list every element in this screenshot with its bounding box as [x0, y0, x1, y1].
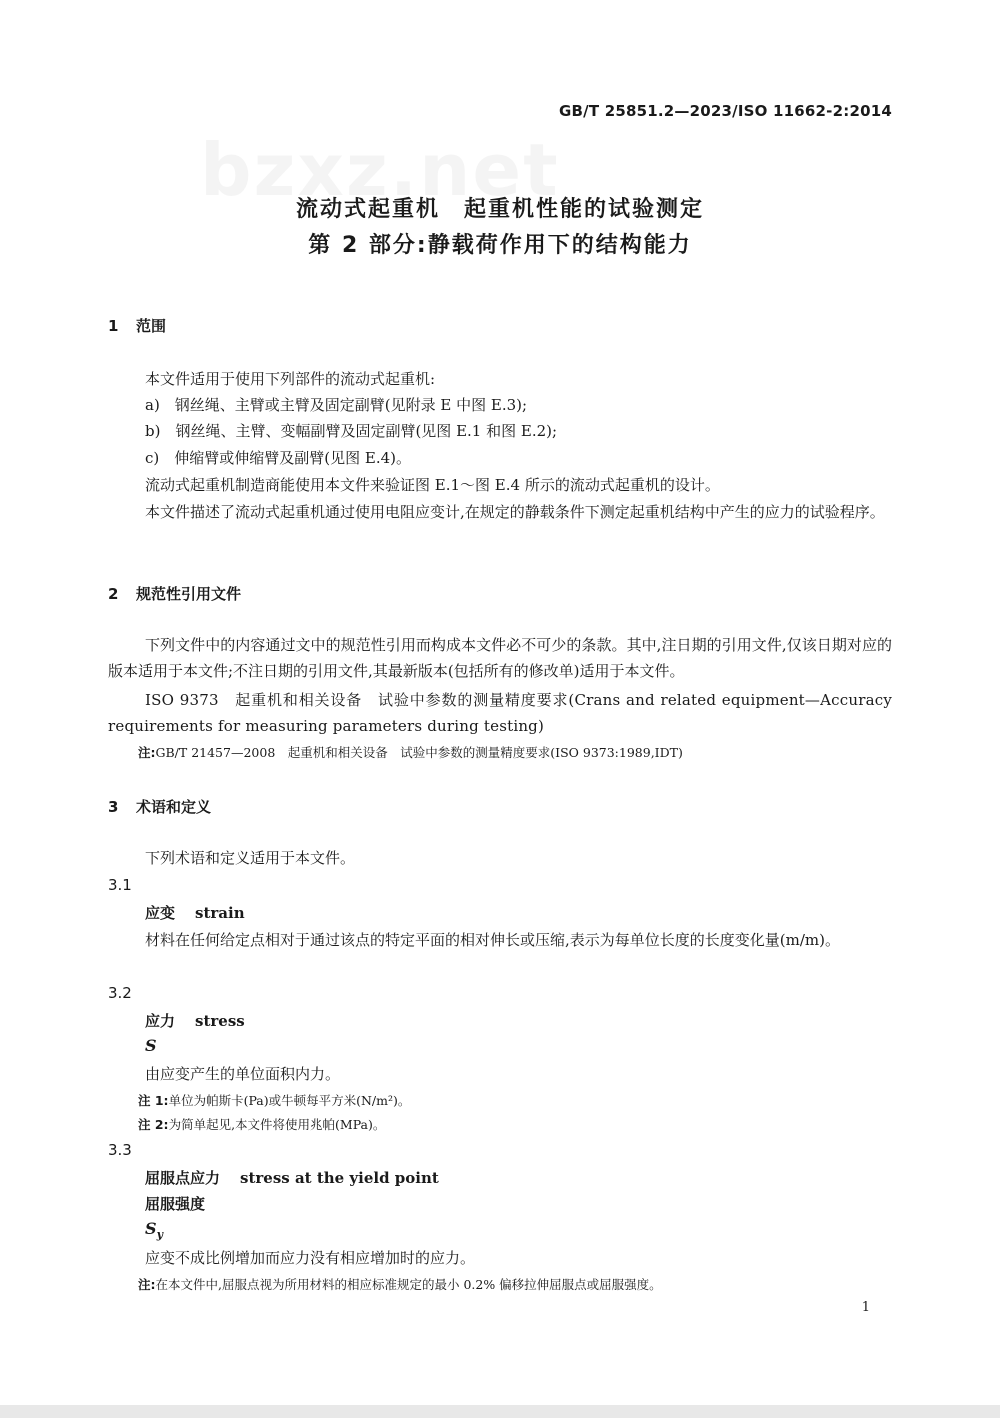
section-3-intro: 下列术语和定义适用于本文件。	[145, 849, 356, 867]
note-label: 注:	[138, 1277, 156, 1292]
section-3-heading	[108, 796, 211, 817]
term-yield-stress	[145, 1167, 439, 1188]
section-number: 2	[108, 585, 119, 603]
note-label: 注 1:	[138, 1093, 169, 1108]
term-number: 3.3	[108, 1141, 132, 1159]
symbol-subscript: y	[156, 1228, 163, 1242]
note-text: GB/T 21457—2008 起重机和相关设备 试验中参数的测量精度要求(ISO 9373:1989,IDT)	[155, 745, 683, 760]
term-zh: 屈服点应力	[145, 1169, 221, 1187]
term-en: stress	[195, 1012, 245, 1030]
section-title: 规范性引用文件	[136, 585, 242, 603]
section-number: 3	[108, 798, 119, 816]
page-bottom-edge	[0, 1405, 1000, 1418]
section-2-note	[138, 743, 683, 761]
page-number: 1	[861, 1300, 870, 1315]
section-title: 范围	[136, 317, 167, 335]
section-1-paragraph-2: 本文件描述了流动式起重机通过使用电阻应变计,在规定的静载条件下测定起重机结构中产生的应力的试验程序。	[145, 503, 885, 521]
term-definition: 材料在任何给定点相对于通过该点的特定平面的相对伸长或压缩,表示为每单位长度的长度变化量(m/m)。	[145, 931, 840, 949]
standard-code: GB/T 25851.2—2023/ISO 11662-2:2014	[559, 102, 892, 120]
term-strain	[145, 902, 245, 923]
term-note	[138, 1275, 662, 1293]
document-title-line2: 第 2 部分:静载荷作用下的结构能力	[308, 233, 692, 258]
section-1-intro: 本文件适用于使用下列部件的流动式起重机:	[145, 370, 436, 388]
list-item-a: a) 钢丝绳、主臂或主臂及固定副臂(见附录 E 中图 E.3);	[145, 396, 528, 414]
term-note-2	[138, 1115, 385, 1133]
note-text: 在本文件中,屈服点视为所用材料的相应标准规定的最小 0.2% 偏移拉伸屈服点或屈服强度。	[155, 1277, 662, 1292]
term-definition: 由应变产生的单位面积内力。	[145, 1065, 341, 1083]
list-item-c: c) 伸缩臂或伸缩臂及副臂(见图 E.4)。	[145, 449, 411, 467]
list-item-b: b) 钢丝绳、主臂、变幅副臂及固定副臂(见图 E.1 和图 E.2);	[145, 422, 558, 440]
term-zh: 应变	[145, 904, 176, 922]
section-1-paragraph-1: 流动式起重机制造商能使用本文件来验证图 E.1～图 E.4 所示的流动式起重机的设计。	[145, 476, 720, 494]
term-definition: 应变不成比例增加而应力没有相应增加时的应力。	[145, 1249, 476, 1267]
term-zh-alt: 屈服强度	[145, 1195, 206, 1213]
normative-reference: ISO 9373 起重机和相关设备 试验中参数的测量精度要求(Crans and related equipment—Accuracy requirements for measuring parameters during testing)	[108, 691, 892, 735]
note-label: 注 2:	[138, 1117, 169, 1132]
term-symbol: S	[145, 1036, 157, 1055]
symbol-main: S	[145, 1219, 157, 1238]
note-text: 单位为帕斯卡(Pa)或牛顿每平方米(N/m²)。	[168, 1093, 411, 1108]
term-stress	[145, 1010, 245, 1031]
section-2-paragraph-1: 下列文件中的内容通过文中的规范性引用而构成本文件必不可少的条款。其中,注日期的引用文件,仅该日期对应的版本适用于本文件;不注日期的引用文件,其最新版本(包括所有的修改单)适用于本文件。	[108, 636, 892, 680]
term-alternative	[145, 1193, 225, 1214]
section-1-heading	[108, 315, 166, 336]
section-2-heading	[108, 583, 241, 604]
note-text: 为简单起见,本文件将使用兆帕(MPa)。	[168, 1117, 386, 1132]
term-en: strain	[195, 904, 245, 922]
term-number: 3.2	[108, 984, 132, 1002]
section-number: 1	[108, 317, 119, 335]
term-note-1	[138, 1091, 410, 1109]
term-zh: 应力	[145, 1012, 176, 1030]
term-number: 3.1	[108, 876, 132, 894]
section-title: 术语和定义	[136, 798, 212, 816]
note-label: 注:	[138, 745, 156, 760]
document-title-line1: 流动式起重机 起重机性能的试验测定	[295, 197, 704, 222]
term-en: stress at the yield point	[240, 1169, 439, 1187]
term-symbol	[145, 1219, 163, 1241]
